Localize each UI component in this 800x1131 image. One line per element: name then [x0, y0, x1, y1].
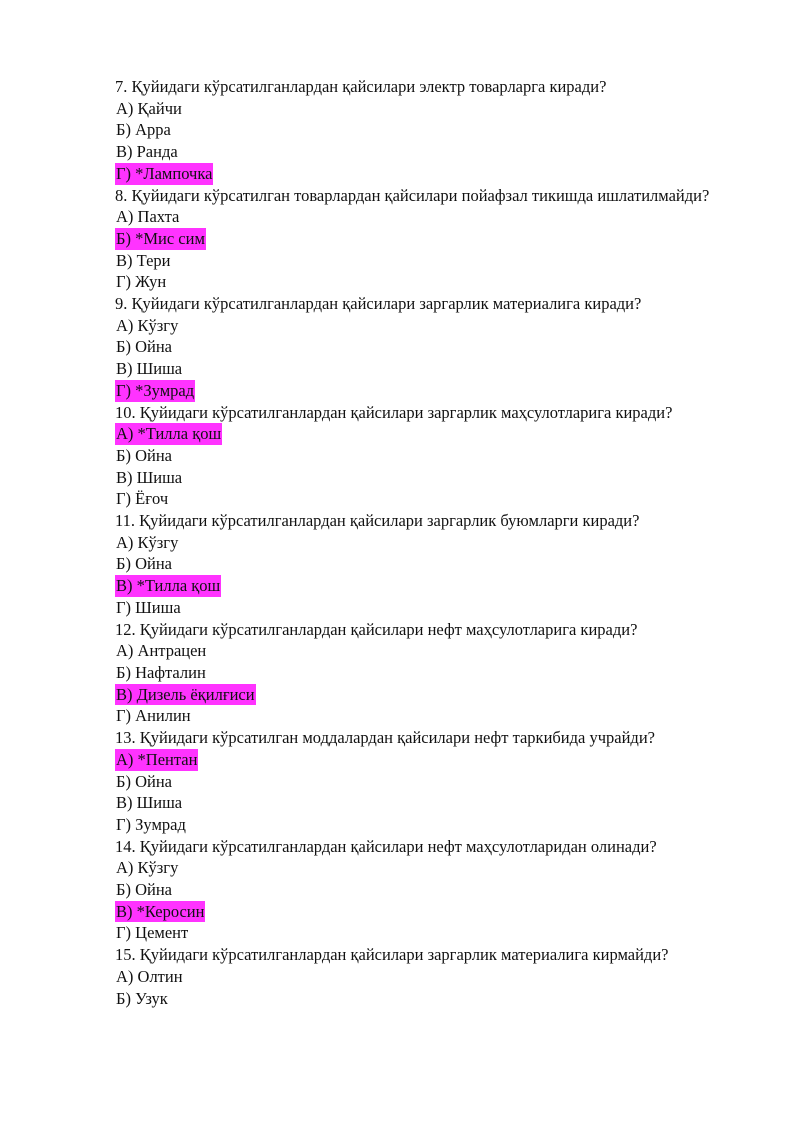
question-text: 8. Қуйидаги кўрсатилган товарлардан қайсилари пойафзал тикишда ишлатилмайди? — [115, 185, 710, 205]
question-text: 15. Қуйидаги кўрсатилганлардан қайсилари заргарлик материалига кирмайди? — [115, 945, 669, 965]
option-d: Г) Анилин — [116, 706, 191, 726]
option-c: В) Шиша — [116, 359, 183, 379]
option-c: В) Тери — [116, 250, 171, 270]
option-d: Г) *Лампочка — [116, 163, 213, 183]
option-d: Г) *Зумрад — [116, 380, 195, 400]
question-text: 9. Қуйидаги кўрсатилганлардан қайсилари заргарлик материалига киради? — [115, 294, 642, 314]
question-block-13 — [115, 727, 742, 836]
option-c: В) *Тилла қош — [116, 576, 221, 596]
document-page — [115, 76, 742, 1009]
question-block-12 — [115, 619, 742, 728]
question-text: 12. Қуйидаги кўрсатилганлардан қайсилари нефт маҳсулотларига киради? — [115, 619, 638, 639]
option-b: Б) Ойна — [116, 337, 172, 357]
option-b: Б) Узук — [116, 988, 168, 1008]
option-a: А) Кўзгу — [116, 315, 179, 335]
option-a: А) *Пентан — [116, 749, 198, 769]
option-c: В) *Керосин — [116, 901, 205, 921]
option-b: Б) Арра — [116, 120, 171, 140]
question-block-9 — [115, 293, 742, 402]
question-block-8 — [115, 185, 742, 294]
option-b: Б) Нафталин — [116, 662, 206, 682]
option-a: А) Пахта — [116, 207, 180, 227]
option-b: Б) Ойна — [116, 771, 172, 791]
question-block-15 — [115, 944, 742, 1009]
question-text: 7. Қуйидаги кўрсатилганлардан қайсилари электр товарларга киради? — [115, 77, 607, 96]
question-text: 14. Қуйидаги кўрсатилганлардан қайсилари нефт маҳсулотларидан олинади? — [115, 836, 657, 856]
option-d: Г) Ёғоч — [116, 489, 169, 509]
option-a: А) Кўзгу — [116, 532, 179, 552]
option-b: Б) Ойна — [116, 554, 172, 574]
question-text: 13. Қуйидаги кўрсатилган моддалардан қайсилари нефт таркибида учрайди? — [115, 728, 655, 748]
question-block-14 — [115, 836, 742, 945]
option-c: В) Ранда — [116, 142, 178, 162]
option-c: В) Шиша — [116, 467, 183, 487]
option-c: В) Дизель ёқилғиси — [116, 684, 255, 704]
option-b: Б) Ойна — [116, 445, 172, 465]
option-b: Б) Ойна — [116, 880, 172, 900]
question-block-7 — [115, 76, 742, 185]
option-a: А) *Тилла қош — [116, 424, 222, 444]
option-a: А) Кўзгу — [116, 858, 179, 878]
question-text: 11. Қуйидаги кўрсатилганлардан қайсилари заргарлик буюмларги киради? — [115, 511, 640, 531]
option-d: Г) Цемент — [116, 923, 189, 943]
option-a: А) Олтин — [116, 966, 183, 986]
option-a: А) Антрацен — [116, 641, 207, 661]
question-block-11 — [115, 510, 742, 619]
option-b: Б) *Мис сим — [116, 228, 205, 248]
question-block-10 — [115, 402, 742, 511]
option-d: Г) Зумрад — [116, 814, 186, 834]
option-a: А) Қайчи — [116, 98, 182, 118]
option-d: Г) Жун — [116, 272, 167, 292]
question-text: 10. Қуйидаги кўрсатилганлардан қайсилари заргарлик маҳсулотларига киради? — [115, 402, 673, 422]
option-d: Г) Шиша — [116, 597, 181, 617]
option-c: В) Шиша — [116, 793, 183, 813]
